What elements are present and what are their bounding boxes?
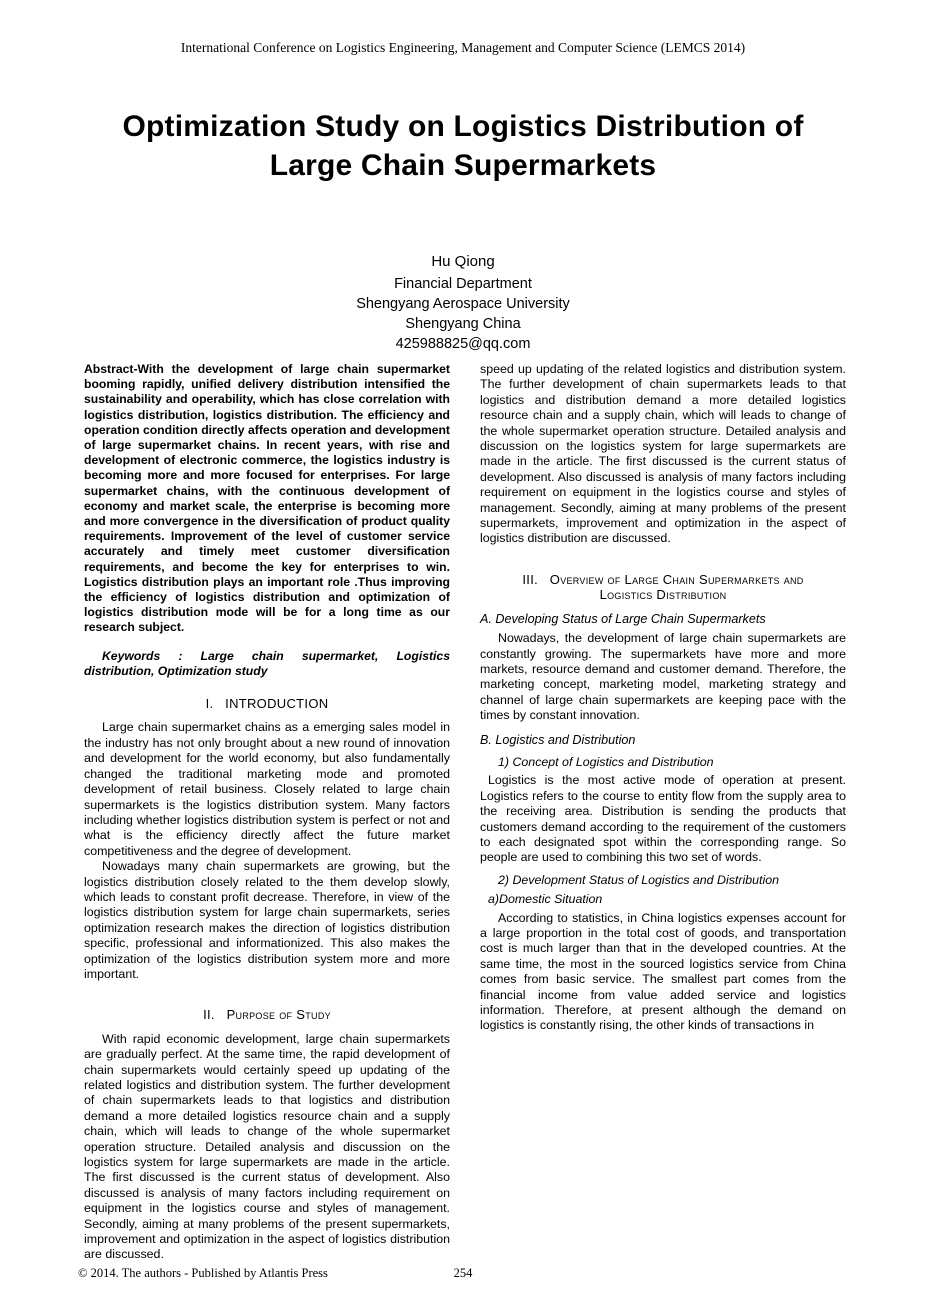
section-heading-overview (480, 572, 846, 603)
author-block (78, 252, 848, 354)
keywords-text: Keywords : Large chain supermarket, Logistics distribution, Optimization study (84, 648, 450, 678)
author-name: Hu Qiong (431, 253, 495, 270)
subsubsection-heading-b2: 2) Development Status of Logistics and Distribution (498, 872, 779, 887)
footer-copyright: © 2014. The authors - Published by Atlantis Press (78, 1266, 328, 1280)
column-left (84, 362, 450, 1263)
purpose-paragraph-1-continued: speed up updating of the related logistics and distribution system. The further development of chain supermarkets leads to that logistics and distribution demand a more detailed logistics resource chain and a supply chain, which will leads to change of the whole supermarket operation structure. Detailed analysis and discussion on the logistics system for large supermarkets are made in the article. The first discussed is the current status of development. Also discussed is analysis of many factors including requirement on equipment in the logistics course and styles of management. Secondly, aiming at many problems of the present supermarkets, improvement and optimization in the aspect of logistics distribution are discussed. (480, 362, 846, 546)
running-head: International Conference on Logistics Engineering, Management and Computer Science (LEMCS 2014) (180, 40, 746, 55)
author-location: Shengyang China (405, 316, 521, 332)
abstract-text: Abstract-With the development of large chain supermarket booming rapidly, unified delivery distribution intensified the sustainability and operability, which has close correlation with logistics distribution, logistics distribution. The efficiency and operation condition directly affects operation and development of large supermarket chains. In recent years, with rise and development of electronic commerce, the logistics industry is becoming more and more focused for enterprises. For large supermarket chains, with the continuous development of economy and market scale, the enterprise is becoming more and more convergence in the diversification of product quality requirements. Improvement of the level of customer service accurately and timely meet customer diversification requirements, and become the key for enterprises to win. Logistics distribution plays an important role .Thus improving the efficiency of logistics distribution and optimization of logistics distribution mode will be for a long time as our research subject. (84, 362, 450, 635)
body-columns (84, 362, 846, 1262)
subsection-heading-b: B. Logistics and Distribution (480, 732, 636, 747)
overview-b1-paragraph-1: Logistics is the most active mode of operation at present. Logistics refers to the course to entity flow from the supply area to the receiving area. Distribution is sending the products that customers demand according to the requirement of the customers to each designated spot within the corresponding range. So people are used to combining this two set of words. (480, 773, 846, 865)
section-heading-purpose (84, 1007, 450, 1022)
author-affiliation: Shengyang Aerospace University (356, 296, 570, 312)
section-spacer-right (480, 547, 846, 555)
author-email: 425988825@qq.com (395, 336, 531, 352)
section-number-purpose: II. (203, 1007, 215, 1023)
purpose-paragraph-1: With rapid economic development, large chain supermarkets are gradually perfect. At the same time, the rapid development of chain supermarkets would certainly speed up updating of the related logistics and distribution system. The further development of chain supermarkets leads to that logistics and distribution demand a more detailed logistics resource chain and a supply chain, which will leads to change of the whole supermarket operation structure. Detailed analysis and discussion on the logistics system for large supermarkets are made in the article. The first discussed is the current status of development. Also discussed is analysis of many factors including requirement on equipment in the logistics course and styles of management. Secondly, aiming at many problems of the present supermarkets, improvement and optimization in the aspect of logistics distribution are discussed. (84, 1031, 450, 1262)
author-department: Financial Department (394, 276, 532, 292)
footer-page-number: 254 (453, 1266, 473, 1280)
subsubsection-heading-b1: 1) Concept of Logistics and Distribution (498, 754, 714, 769)
section-title-overview-line1: Overview of Large Chain Supermarkets and (549, 571, 804, 587)
section-title-overview-line2: Logistics Distribution (599, 587, 727, 603)
overview-b2a-paragraph-1: According to statistics, in China logistics expenses account for a large proportion in the total cost of goods, and transportation cost is much larger than that in the developed countries. At the same time, the most in the sourced logistics service from China comes from basic service. The smallest part comes from the financial income from value added service and logistics information. Therefore, at present although the demand on logistics is constantly rising, the other kinds of transactions in (480, 910, 846, 1033)
intro-paragraph-2: Nowadays many chain supermarkets are growing, but the logistics distribution closely related to the them develop slowly, which leads to constant profit decrease. Therefore, in view of the logistics distribution system for large chain supermarkets, series optimization research makes the direction of logistics distribution specific, professional and informationized. This also makes the optimization of the logistics distribution system more and more important. (84, 859, 450, 981)
intro-paragraph-1: Large chain supermarket chains as a emerging sales model in the industry has not only brought about a new round of innovation and development for the world economy, but also fundamentally changed the traditional marketing mode and promoted development of retail business. Closely related to large chain supermarkets is the logistics distribution system. Many factors including whether logistics distribution system is perfect or not and what is the efficiency directly affect the future market competitiveness and the degree of development. (84, 720, 450, 858)
section-spacer (84, 982, 450, 990)
overview-a-paragraph-1: Nowadays, the development of large chain supermarkets are constantly growing. The supermarkets have more and more markets, resource demand and customer demand. Therefore, the marketing concept, marketing model, marketing strategy and channel of large chain supermarkets are keeping pace with the times by constant innovation. (480, 631, 846, 723)
section-number-introduction: I. (205, 696, 214, 712)
section-title-purpose: Purpose of Study (226, 1007, 331, 1023)
section-number-overview: III. (522, 571, 539, 587)
section-heading-introduction (84, 696, 450, 711)
subsection-heading-a: A. Developing Status of Large Chain Supermarkets (480, 611, 766, 626)
column-right (480, 362, 846, 1034)
subsubsection-heading-b2a: a)Domestic Situation (488, 892, 603, 907)
section-title-introduction: INTRODUCTION (225, 696, 329, 712)
page-title: Optimization Study on Logistics Distribution of Large Chain Supermarkets (122, 110, 804, 182)
